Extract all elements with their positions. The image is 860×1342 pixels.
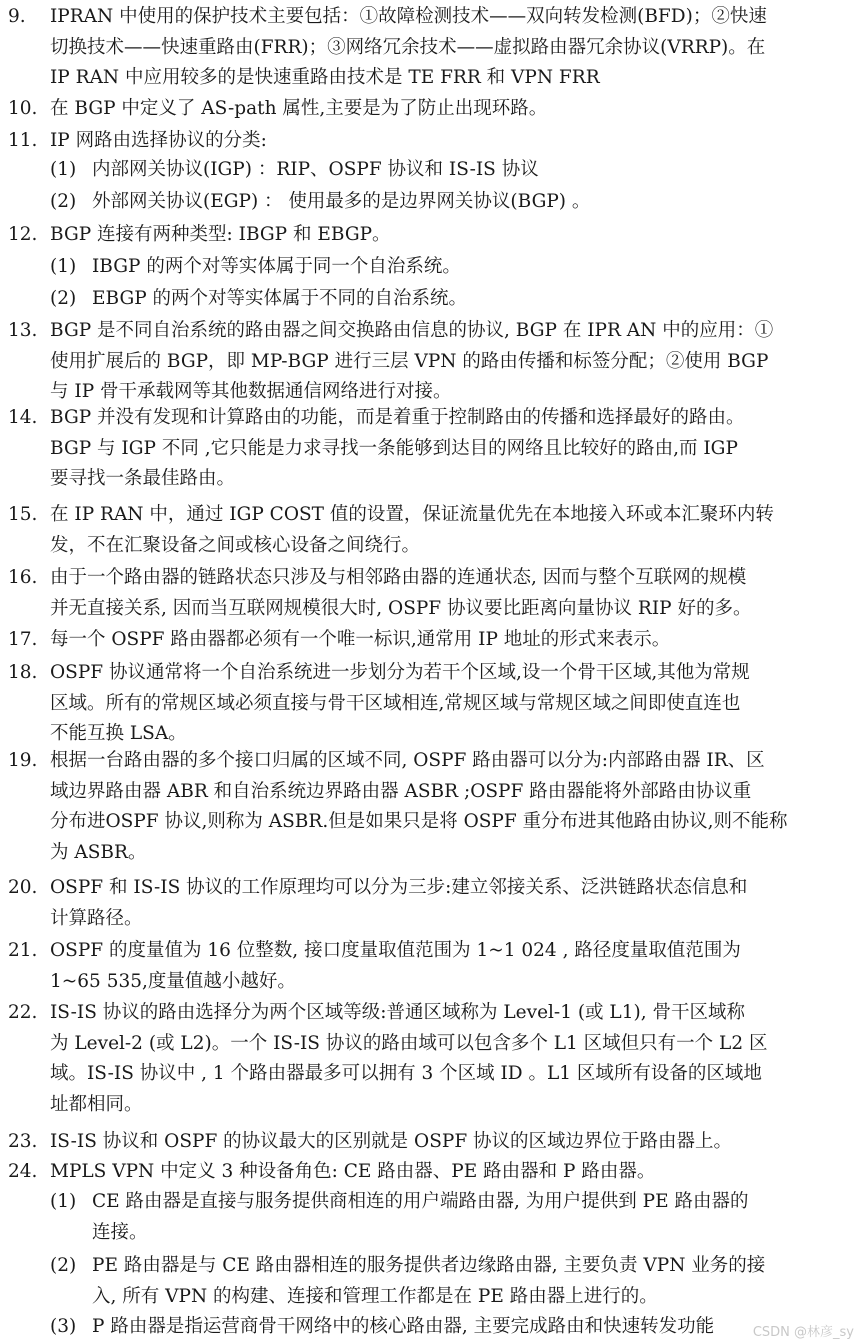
item-text-line: 在 IP RAN 中，通过 IGP COST 值的设置，保证流量优先在本地接入环或本汇聚环内转 <box>50 504 774 525</box>
item-number: 21. <box>8 940 38 961</box>
watermark: CSDN @林彦_sy <box>752 1325 854 1340</box>
item-text-line: 并无直接关系, 因而当互联网规模很大时, OSPF 协议要比距离向量协议 RIP 好的多。 <box>50 597 752 619</box>
item-text-line: P 路由器是指运营商骨干网络中的核心路由器, 主要完成路由和快速转发功能 <box>92 1316 715 1337</box>
item-text-line: 内部网关协议(IGP) ：RIP、OSPF 协议和 IS-IS 协议 <box>92 159 539 180</box>
item-number: 10. <box>8 98 38 119</box>
item-text-line: PE 路由器是与 CE 路由器相连的服务提供者边缘路由器, 主要负责 VPN 业务的接 <box>92 1255 766 1276</box>
item-text-line: BGP 与 IGP 不同 ,它只能是力求寻找一条能够到达目的网络且比较好的路由,而 IGP <box>50 437 738 459</box>
item-number: (1) <box>50 159 77 180</box>
item-text-line: 根据一台路由器的多个接口归属的区域不同, OSPF 路由器可以分为:内部路由器 IR、区 <box>50 750 765 771</box>
item-number: 22. <box>8 1002 38 1023</box>
item-text-line: 域边界路由器 ABR 和自治系统边界路由器 ASBR ;OSPF 路由器能将外部路由协议重 <box>50 780 752 802</box>
item-text-line: EBGP 的两个对等实体属于不同的自治系统。 <box>92 288 468 309</box>
item-text-line: IBGP 的两个对等实体属于同一个自治系统。 <box>92 256 461 277</box>
item-number: (3) <box>50 1316 77 1337</box>
item-text-line: 1~65 535,度量值越小越好。 <box>50 970 296 992</box>
item-text-line: OSPF 和 IS-IS 协议的工作原理均可以分为三步:建立邻接关系、泛洪链路状态信息和 <box>50 877 748 898</box>
item-number: 9. <box>8 6 26 27</box>
item-text-line: 为 Level-2 (或 L2)。一个 IS-IS 协议的路由域可以包含多个 L1 区域但只有一个 L2 区 <box>50 1032 768 1054</box>
item-number: (1) <box>50 1191 77 1212</box>
item-number: 19. <box>8 750 38 771</box>
item-text-line: 区域。所有的常规区域必须直接与骨干区域相连,常规区域与常规区域之间即使直连也 <box>50 692 741 714</box>
item-text-line: OSPF 的度量值为 16 位整数, 接口度量取值范围为 1~1 024 , 路径度量取值范围为 <box>50 940 741 961</box>
item-text-line: 切换技术——快速重路由(FRR)；③网络冗余技术——虚拟路由器冗余协议(VRRP)。在 <box>50 36 766 58</box>
item-text-line: 外部网关协议(EGP) ： 使用最多的是边界网关协议(BGP) 。 <box>92 191 591 212</box>
item-number: (2) <box>50 191 77 212</box>
item-text-line: 发，不在汇聚设备之间或核心设备之间绕行。 <box>50 534 421 556</box>
item-text-line: 与 IP 骨干承载网等其他数据通信网络进行对接。 <box>50 381 452 402</box>
item-text-line: BGP 并没有发现和计算路由的功能，而是着重于控制路由的传播和选择最好的路由。 <box>50 407 745 428</box>
item-text-line: 分布进OSPF 协议,则称为 ASBR.但是如果只是将 OSPF 重分布进其他路由协议,则不能称 <box>50 811 788 832</box>
item-number: 20. <box>8 877 38 898</box>
item-text-line: 由于一个路由器的链路状态只涉及与相邻路由器的连通状态, 因而与整个互联网的规模 <box>50 567 747 588</box>
item-number: (2) <box>50 1255 77 1276</box>
item-text-line: 计算路径。 <box>50 907 143 929</box>
item-text-line: 入, 所有 VPN 的构建、连接和管理工作都是在 PE 路由器上进行的。 <box>92 1285 658 1307</box>
item-number: (2) <box>50 288 77 309</box>
item-text-line: IS-IS 协议和 OSPF 的协议最大的区别就是 OSPF 协议的区域边界位于路由器上。 <box>50 1131 733 1152</box>
item-text-line: 在 BGP 中定义了 AS-path 属性,主要是为了防止出现环路。 <box>50 98 548 119</box>
item-text-line: 域。IS-IS 协议中 , 1 个路由器最多可以拥有 3 个区域 ID 。L1 区域所有设备的区域地 <box>50 1063 762 1084</box>
item-text-line: BGP 连接有两种类型: IBGP 和 EBGP。 <box>50 224 391 245</box>
item-number: 15. <box>8 504 38 525</box>
item-number: 11. <box>8 130 38 151</box>
item-number: (1) <box>50 256 77 277</box>
item-text-line: IP RAN 中应用较多的是快速重路由技术是 TE FRR 和 VPN FRR <box>50 67 600 88</box>
item-text-line: 址都相同。 <box>50 1093 143 1115</box>
item-text-line: BGP 是不同自治系统的路由器之间交换路由信息的协议, BGP 在 IPR AN 中的应用：① <box>50 320 774 341</box>
item-text-line: IS-IS 协议的路由选择分为两个区域等级:普通区域称为 Level-1 (或 L1), 骨干区域称 <box>50 1002 745 1023</box>
item-text-line: IP 网路由选择协议的分类: <box>50 130 267 151</box>
item-text-line: 要寻找一条最佳路由。 <box>50 468 236 489</box>
item-text-line: 为 ASBR。 <box>50 841 147 863</box>
item-number: 24. <box>8 1161 38 1182</box>
item-number: 13. <box>8 320 38 341</box>
item-text-line: 连接。 <box>92 1221 148 1243</box>
item-number: 23. <box>8 1131 38 1152</box>
item-text-line: 使用扩展后的 BGP，即 MP-BGP 进行三层 VPN 的路由传播和标签分配；②使用 BGP <box>50 350 769 372</box>
item-text-line: IPRAN 中使用的保护技术主要包括：①故障检测技术——双向转发检测(BFD)；②快速 <box>50 6 767 27</box>
item-number: 18. <box>8 662 38 683</box>
item-text-line: 每一个 OSPF 路由器都必须有一个唯一标识,通常用 IP 地址的形式来表示。 <box>50 629 671 650</box>
item-number: 17. <box>8 629 38 650</box>
item-text-line: MPLS VPN 中定义 3 种设备角色: CE 路由器、PE 路由器和 P 路由器。 <box>50 1161 656 1182</box>
item-text-line: CE 路由器是直接与服务提供商相连的用户端路由器, 为用户提供到 PE 路由器的 <box>92 1191 749 1212</box>
item-number: 12. <box>8 224 38 245</box>
item-text-line: OSPF 协议通常将一个自治系统进一步划分为若干个区域,设一个骨干区域,其他为常规 <box>50 662 750 683</box>
item-text-line: 不能互换 LSA。 <box>50 723 187 744</box>
item-number: 16. <box>8 567 38 588</box>
item-number: 14. <box>8 407 38 428</box>
